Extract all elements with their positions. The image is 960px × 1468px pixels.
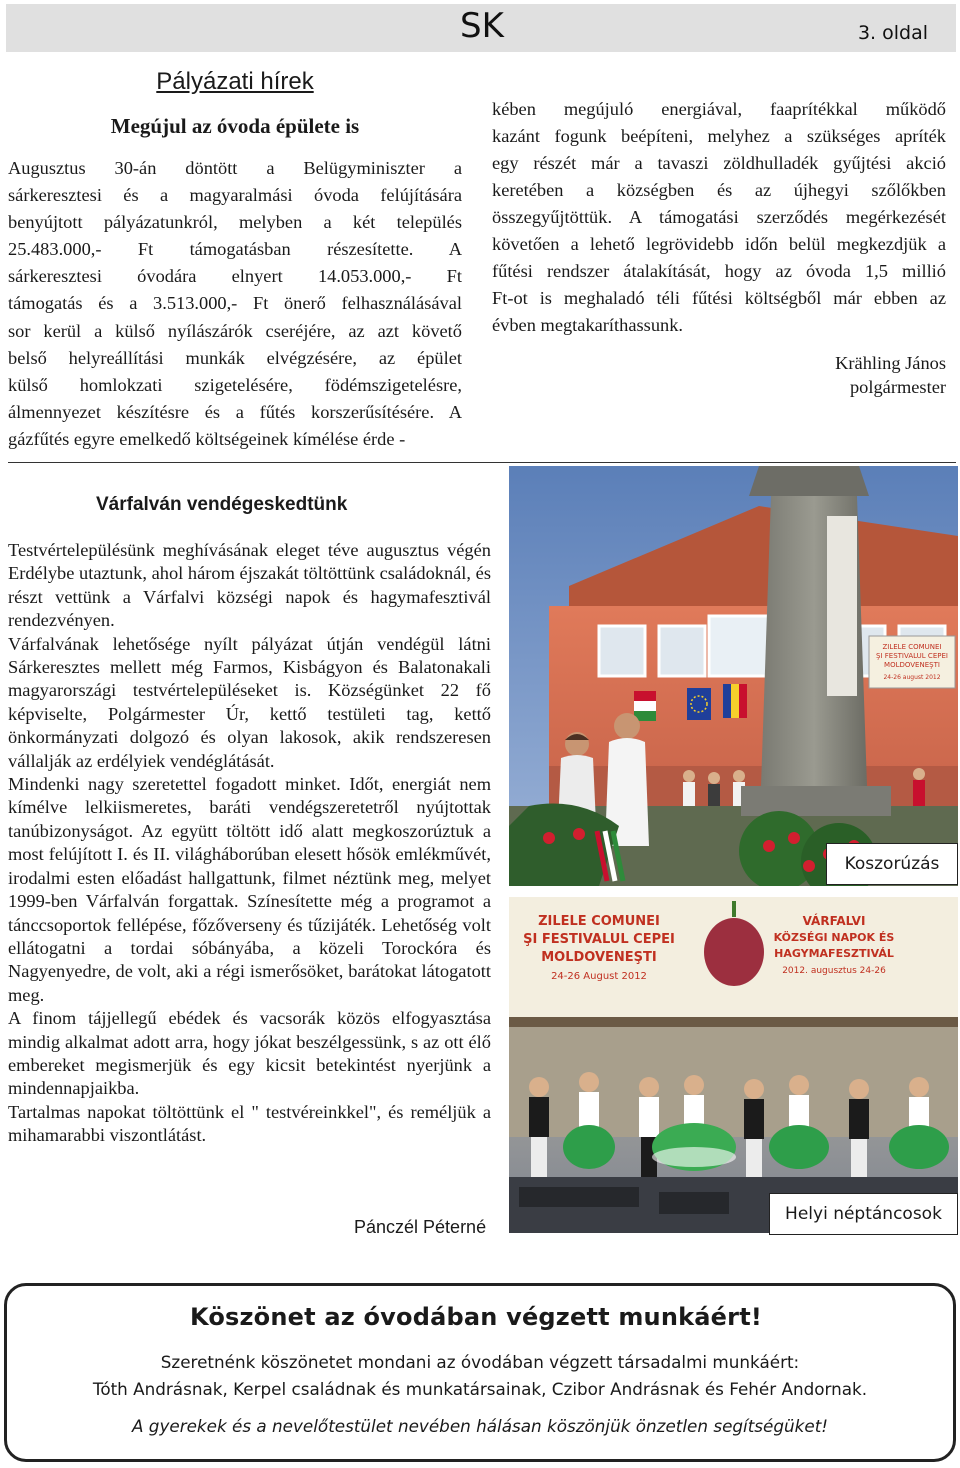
banner-date: 24-26 August 2012 — [551, 971, 647, 982]
article2-body — [8, 539, 491, 1148]
banner-date: 24-26 august 2012 — [883, 674, 941, 681]
text-line: 25.483.000,- Ft támogatásban részesítette. A — [8, 239, 462, 260]
paragraph: A finom tájjellegű ebédek és vacsorák közös elfogyasztása mindig alkalmat adott arra, hogy jókat beszélgessünk, s az ott élő embereket megismerjük és egy kicsit betekintést nyerjünk a mindennapjaikba. — [8, 1008, 491, 1099]
text-line: Ft-ot is meghaladó téli fűtési költségből már ebben az — [492, 288, 946, 308]
header-section-label: SK — [460, 6, 504, 46]
text-line: követően a lehető legrövidebb időn belül megkezdjük a — [492, 234, 946, 254]
text-line: egy részét már a tavaszi zöldhulladék gyűjtési akció — [492, 153, 946, 173]
text-line: évben megtakaríthassunk. — [492, 315, 684, 335]
text-line: kazánt fogunk beépíteni, melyhez a szükséges apríték — [492, 126, 946, 146]
text-line: álmennyezet készítésre és a fűtés korszerűsítésére. A — [8, 401, 462, 422]
text-line: sárkeresztesi és a magyaralmási óvoda felújítására — [8, 185, 462, 206]
photo-folk-dancers-illustration — [509, 897, 958, 1233]
text-line: sor kerül a külső nyílászárók cseréjére, az azt követő — [8, 320, 462, 341]
article2-title: Várfalván vendégeskedtünk — [96, 494, 348, 515]
text-line: támogatás és a 3.513.000,- Ft önerő felhasználásával — [8, 293, 462, 314]
banner-text: MOLDOVENEŞTI — [541, 950, 657, 965]
article1-signature — [700, 351, 946, 399]
paragraph: Testvértelepülésünk meghívásának eleget téve augusztus végén Erdélybe utaztunk, ahol három éjszakát töltöttünk családoknál, és részt vettünk a Várfalvi községi napok és hagymafesztivál rendezvényen. — [8, 540, 491, 631]
signature-name: Krähling János — [835, 353, 946, 373]
banner-text: MOLDOVENEŞTI — [884, 661, 940, 669]
thanks-line: Szeretnénk köszönetet mondani az óvodában végzett társadalmi munkáért: — [160, 1352, 800, 1372]
banner-text: VÁRFALVI — [802, 914, 866, 928]
thanks-title: Köszönet az óvodában végzett munkáért! — [189, 1303, 763, 1331]
banner-date: 2012. augusztus 24-26 — [782, 966, 886, 976]
photo1-caption: Koszorúzás — [826, 843, 958, 885]
text-line: belső helyreállítási munkák elvégzésére, az épület — [8, 347, 462, 368]
text-line: fűtési rendszer átalakítását, hogy az óvoda 1,5 millió — [492, 261, 946, 281]
paragraph: Mindenki nagy szeretettel fogadott minket. Időt, energiát nem kímélve lelkiismeretes, baráti vendégszeretetről nyújtottak tanúbizonyságot. Az együtt töltött idő alatt megkoszorúztuk a most felújított I. és II. világháborúban elesett hősök emlékművét, irodalmi esten előadást hallgattunk, filmet néztünk meg, melyet 1999-ben Várfalván forgattak. Színesítette még a programot a tánccsoportok fellépése, főzőverseny és tűzijáték. Lehetőség volt ellátogatni a tordai sóbányába, a közeli Torockóra és Nagyenyedre, de volt, aki a régi ismerősöket, barátokat látogatott meg. — [8, 774, 491, 1005]
text-line: összegyűjtöttük. A támogatási szerződés megérkezését — [492, 207, 946, 227]
article1-left-column — [8, 155, 462, 453]
text-line: Augusztus 30-án döntött a Belügyminiszter a — [8, 158, 462, 178]
photo2-caption: Helyi néptáncosok — [769, 1193, 958, 1235]
photo-wreath-laying — [509, 466, 958, 886]
signature-role: polgármester — [849, 377, 946, 397]
banner-text: ZILELE COMUNEI — [882, 643, 942, 651]
article2-signature: Pánczél Péterné — [354, 1217, 487, 1237]
banner-text: ŞI FESTIVALUL CEPEI — [876, 652, 948, 660]
text-line: külső homlokzati szigetelésére, födémszigetelésre, — [8, 374, 462, 395]
text-line: sárkeresztesi óvodára elnyert 14.053.000,- Ft — [8, 266, 462, 287]
text-line: gázfűtés egyre emelkedő költségeinek kímélése érde - — [8, 428, 406, 449]
text-line: benyújtott pályázatunkról, melyben a két település — [8, 212, 462, 233]
paragraph: Várfalvának lehetősége nyílt pályázat útján vendégül látni Sárkeresztes mellett még Farmos, Kisbágyon és Balatonakali magyarországi testvértelepüléseket is. Községünket 22 fő képviselte, Polgármester Úr, kettő testületi tag, kettő önkormányzati dolgozó és olyan lakosok, akik rendszeresen vállalják az erdélyiek vendéglátását. — [8, 633, 491, 771]
photo-wreath-laying-illustration — [509, 466, 958, 886]
article1-right-column — [492, 96, 946, 339]
header-page-number: 3. oldal — [857, 22, 928, 44]
thanks-line: Tóth Andrásnak, Kerpel családnak és munkatársainak, Czibor Andrásnak és Fehér Andornak. — [92, 1379, 868, 1399]
banner-text: ŞI FESTIVALUL CEPEI — [523, 932, 675, 947]
article1-title: Megújul az óvoda épülete is — [110, 114, 360, 138]
banner-text: KÖZSÉGI NAPOK ÉS — [773, 931, 895, 944]
section-divider — [8, 462, 956, 463]
paragraph: Tartalmas napokat töltöttünk el " testvéreinkkel", és reméljük a mihamarabbi viszontlátást. — [8, 1101, 491, 1146]
text-line: keretében a községben és az újhegyi szőlőkben — [492, 180, 946, 200]
banner-text: ZILELE COMUNEI — [538, 914, 660, 929]
thanks-line: A gyerekek és a nevelőtestület nevében hálásan köszönjük önzetlen segítségüket! — [131, 1416, 829, 1436]
section-title: Pályázati hírek — [156, 68, 314, 95]
banner-text: HAGYMAFESZTIVÁL — [774, 947, 894, 960]
text-line: kében megújuló energiával, faaprítékkal működő — [492, 99, 946, 119]
photo-folk-dancers — [509, 897, 958, 1233]
